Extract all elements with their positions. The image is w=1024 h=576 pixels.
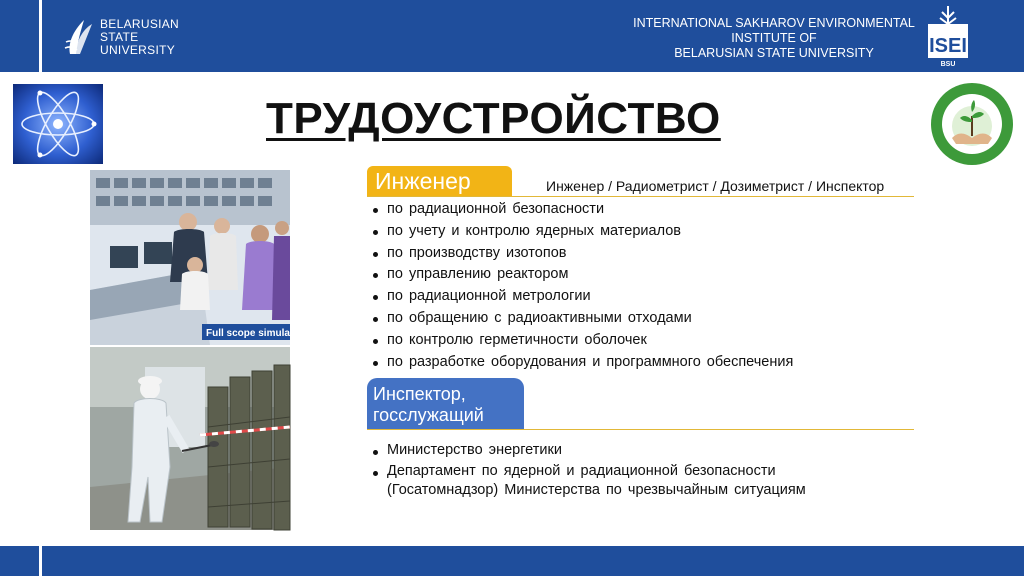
section-engineer-label: Инженер <box>367 166 512 196</box>
header-divider <box>39 0 42 72</box>
list-item: по контролю герметичности оболочек <box>372 330 793 352</box>
eco-faculty-logo <box>930 82 1014 166</box>
section-divider <box>367 196 914 197</box>
institute-name-line: INTERNATIONAL SAKHAROV ENVIRONMENTAL <box>633 16 915 30</box>
list-item <box>372 462 806 500</box>
bsu-logo <box>64 14 96 58</box>
simulator-caption: Full scope simulator <box>206 328 304 339</box>
list-item-line: Департамент по ядерной и радиационной безопасности <box>387 463 776 479</box>
footer-divider <box>39 546 42 576</box>
header-bar <box>0 0 1024 72</box>
section-divider <box>367 429 914 430</box>
university-name-line: STATE <box>100 30 139 44</box>
list-item: по управлению реактором <box>372 264 793 286</box>
engineer-roles: Инженер / Радиометрист / Дозиметрист / Инспектор <box>546 178 885 194</box>
university-name-line: BELARUSIAN <box>100 17 180 31</box>
section-inspector-label-line: Инспектор, <box>373 384 466 404</box>
simulator-photo <box>90 170 304 345</box>
section-inspector-label-line: госслужащий <box>373 405 484 425</box>
list-item: Министерство энергетики <box>372 441 806 460</box>
list-item-line: (Госатомнадзор) Министерства по чрезвычайным ситуациям <box>387 482 806 498</box>
inspector-employers <box>372 441 806 502</box>
university-name-line: UNIVERSITY <box>100 43 176 57</box>
isei-logo <box>928 4 968 68</box>
footer-bar <box>0 546 1024 576</box>
institute-name-line: INSTITUTE OF <box>731 31 817 45</box>
section-inspector-label <box>367 378 524 430</box>
isei-logo-sub: BSU <box>940 61 956 68</box>
isei-logo-text: ISEI <box>929 35 967 57</box>
inspector-photo <box>90 347 290 530</box>
university-name <box>100 18 179 57</box>
list-item: по учету и контролю ядерных материалов <box>372 221 793 243</box>
list-item: по радиационной метрологии <box>372 286 793 308</box>
list-item: по обращению с радиоактивными отходами <box>372 308 793 330</box>
list-item: по производству изотопов <box>372 243 793 265</box>
institute-name-line: BELARUSIAN STATE UNIVERSITY <box>674 46 874 60</box>
engineer-specializations <box>372 199 793 373</box>
list-item: по радиационной безопасности <box>372 199 793 221</box>
page-title: ТРУДОУСТРОЙСТВО <box>266 94 721 143</box>
list-item: по разработке оборудования и программного обеспечения <box>372 352 793 374</box>
atom-icon <box>13 84 103 164</box>
institute-name <box>616 16 932 61</box>
